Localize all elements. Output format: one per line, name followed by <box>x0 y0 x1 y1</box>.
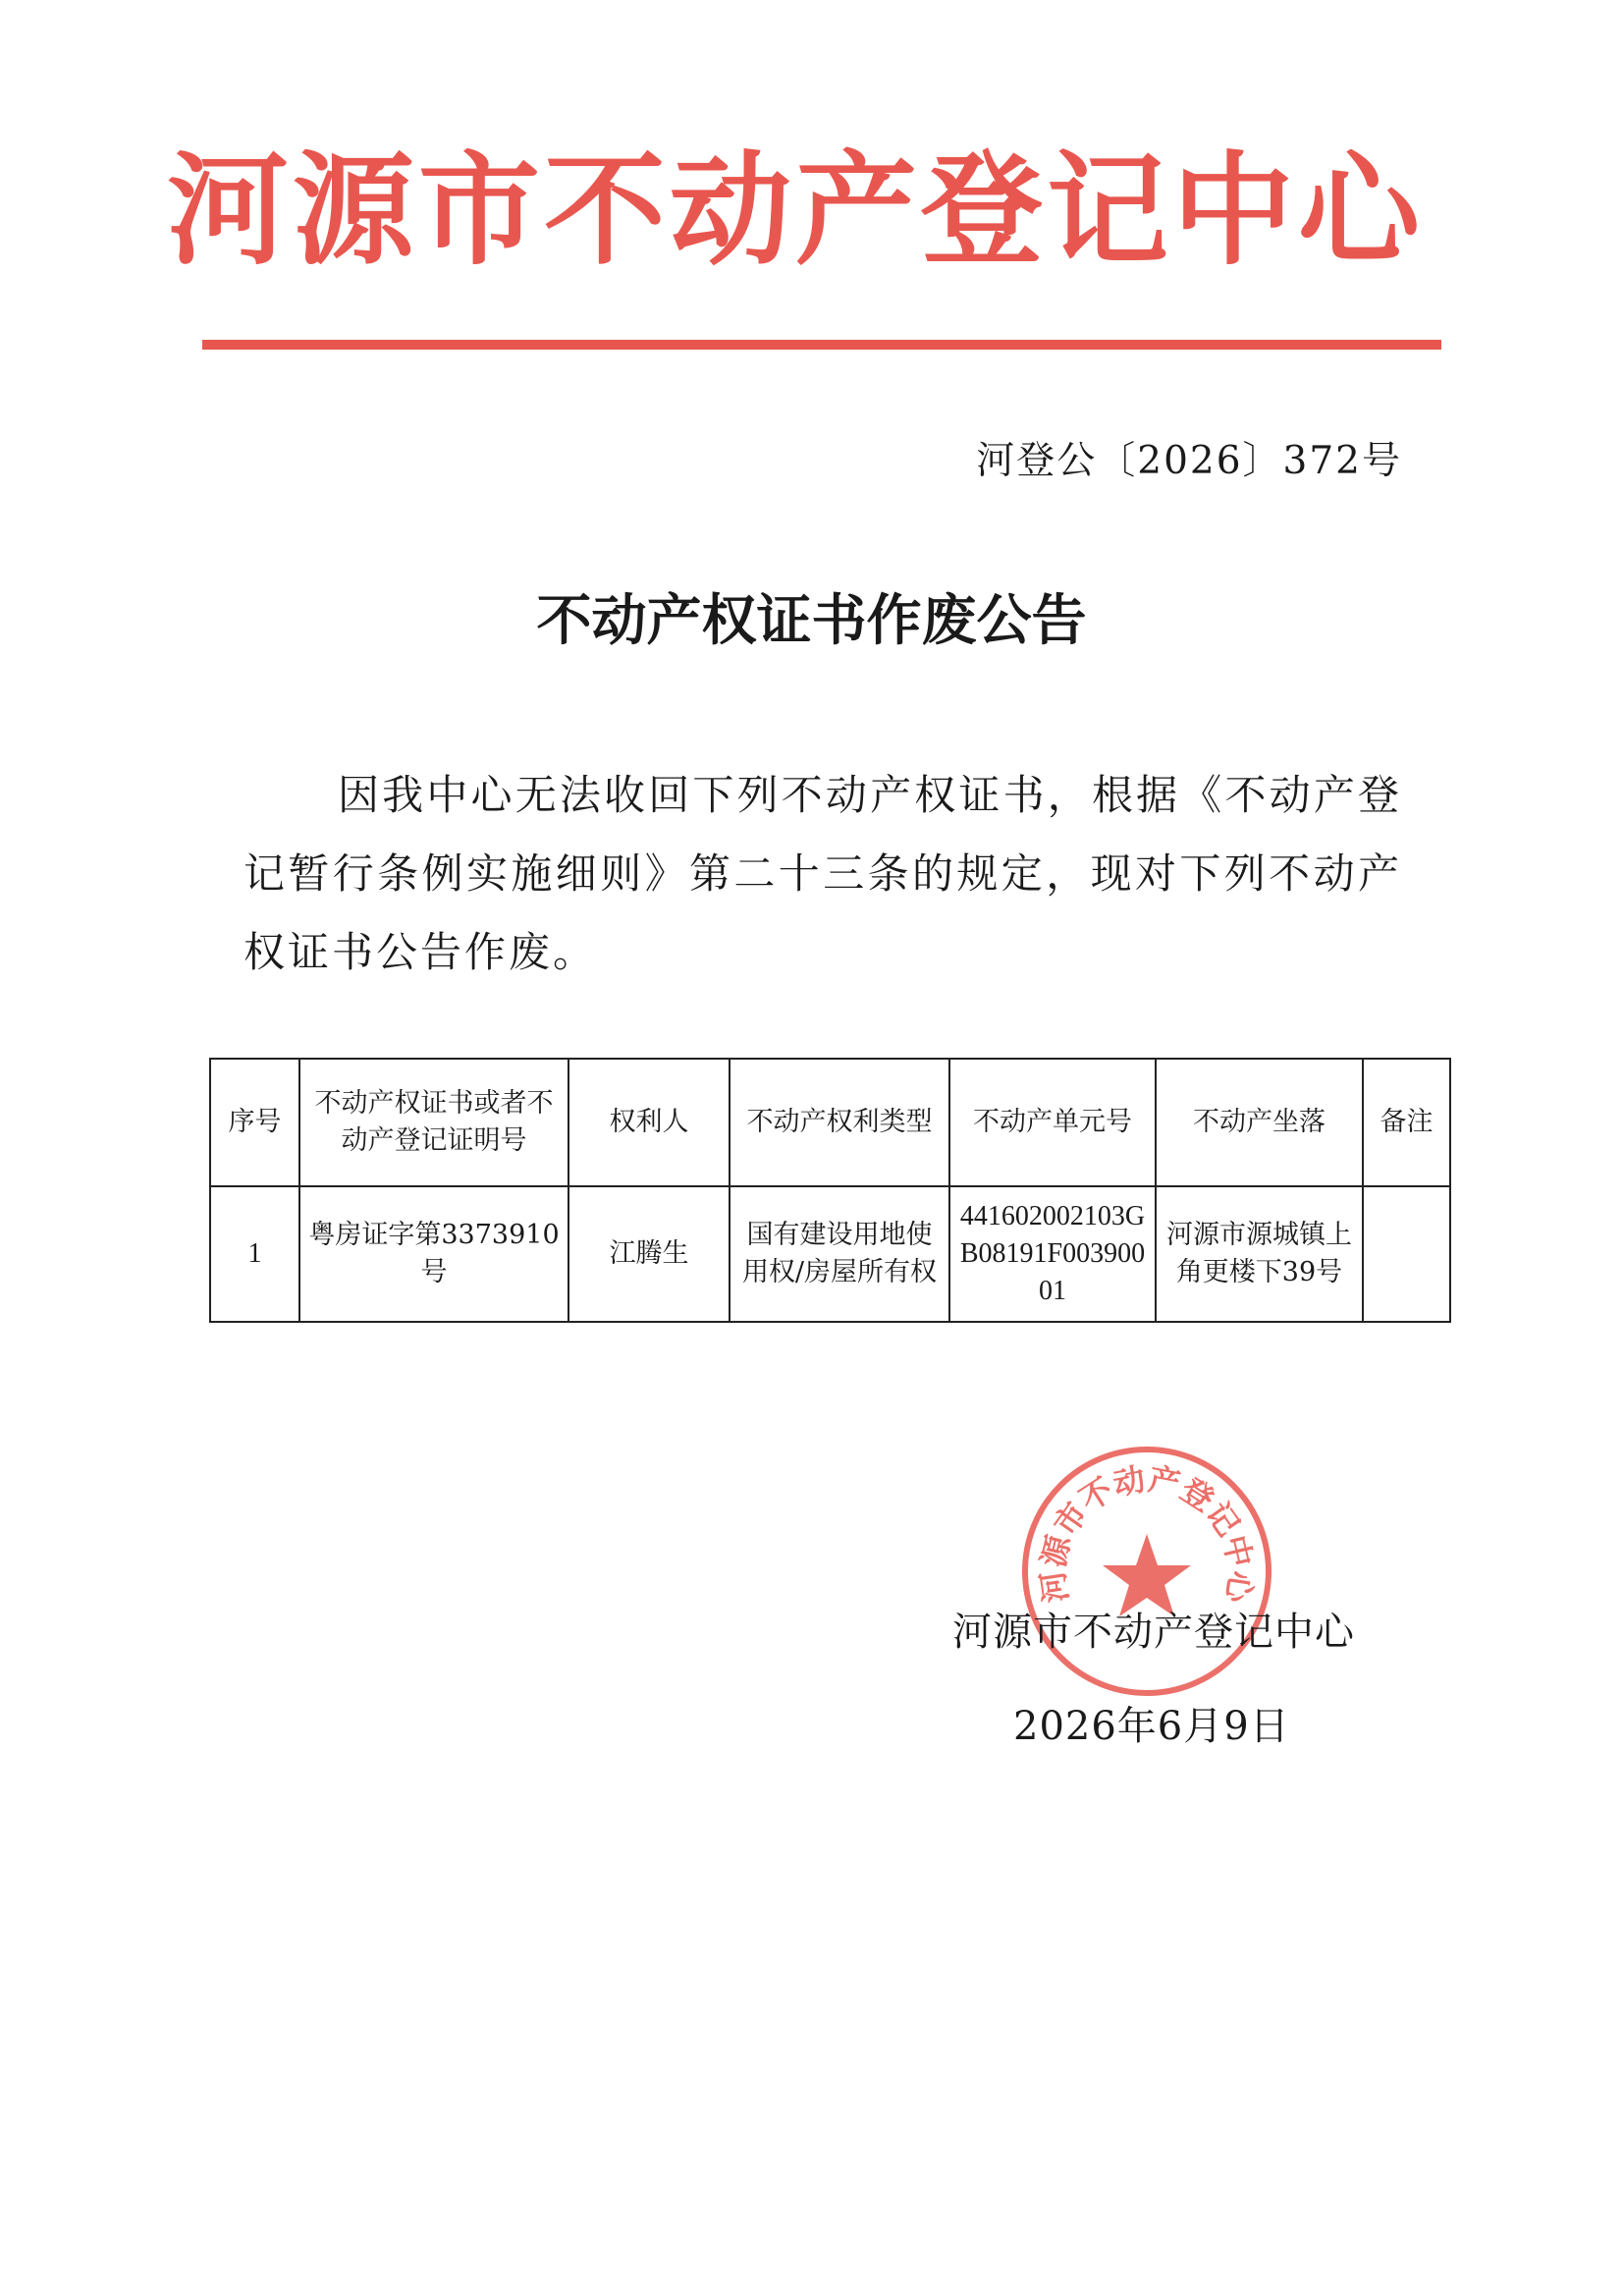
signature-org: 河源市不动产登记中心 <box>952 1610 1355 1655</box>
document-number: 河登公〔2026〕372号 <box>976 439 1402 483</box>
cell-location: 河源市源城镇上角更楼下39号 <box>1156 1186 1363 1322</box>
certificate-table <box>209 1058 1451 1323</box>
signature-date: 2026年6月9日 <box>1013 1704 1290 1749</box>
header-owner: 权利人 <box>568 1059 730 1186</box>
header-remark: 备注 <box>1363 1059 1450 1186</box>
header-unit-no: 不动产单元号 <box>949 1059 1156 1186</box>
cell-cert-no: 粤房证字第3373910号 <box>299 1186 568 1322</box>
body-paragraph: 因我中心无法收回下列不动产权证书，根据《不动产登记暂行条例实施细则》第二十三条的规定，现对下列不动产权证书公告作废。 <box>243 771 1402 976</box>
cell-seq: 1 <box>210 1186 299 1322</box>
cell-unit-no: 441602002103GB08191F00390001 <box>949 1186 1156 1322</box>
masthead-divider <box>202 340 1441 350</box>
header-seq: 序号 <box>210 1059 299 1186</box>
header-location: 不动产坐落 <box>1156 1059 1363 1186</box>
svg-text:河源市不动产登记中心: 河源市不动产登记中心 <box>1033 1459 1261 1606</box>
header-cert-no: 不动产权证书或者不动产登记证明号 <box>299 1059 568 1186</box>
cell-right-type: 国有建设用地使用权/房屋所有权 <box>730 1186 949 1322</box>
cell-remark <box>1363 1186 1450 1322</box>
header-right-type: 不动产权利类型 <box>730 1059 949 1186</box>
table-header-row <box>210 1059 1450 1186</box>
page-title: 不动产权证书作废公告 <box>536 588 1087 653</box>
table-row <box>210 1186 1450 1322</box>
masthead-title: 河源市不动产登记中心 <box>166 139 1424 282</box>
cell-owner: 江腾生 <box>568 1186 730 1322</box>
signature-block <box>952 1603 1355 1756</box>
